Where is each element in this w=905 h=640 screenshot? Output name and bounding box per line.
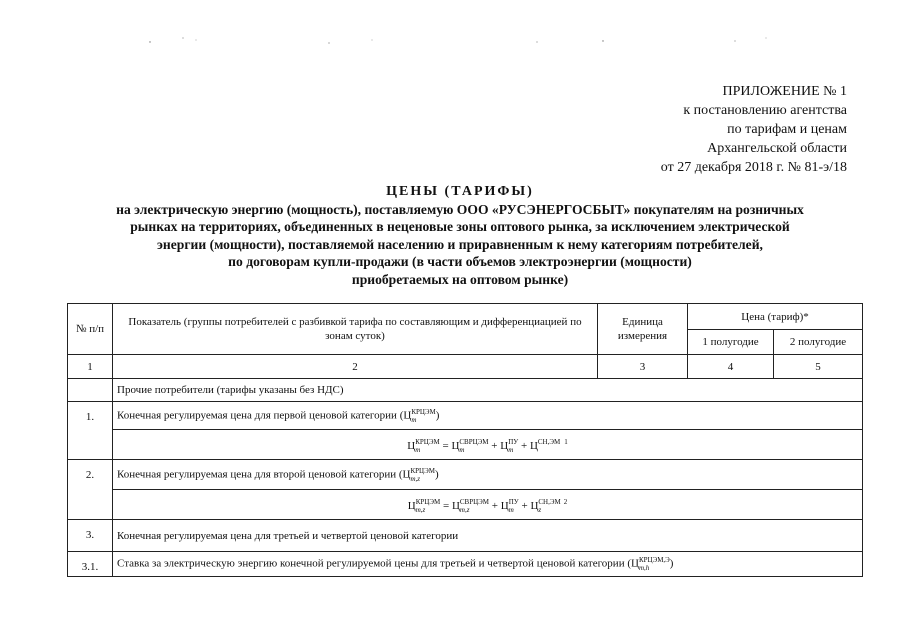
formula-symbol: Ц xyxy=(451,499,460,512)
formula-operator: = xyxy=(440,499,452,512)
appendix-line: по тарифам и ценам xyxy=(727,122,847,137)
row-label xyxy=(113,402,863,430)
header-price: Цена (тариф)* xyxy=(688,304,863,330)
col-number: 5 xyxy=(774,355,863,379)
subscript: z xyxy=(538,506,542,515)
subscript: m xyxy=(508,446,514,455)
superscript: КРЦЭМ,Э xyxy=(638,556,670,564)
footnote-mark: 1 xyxy=(564,437,568,446)
row-label xyxy=(113,460,863,490)
header-indicator: Показатель (группы потребителей с разбивкой тарифа по составляющим и дифференциацией по зонам суток) xyxy=(113,304,598,355)
row-number: 3. xyxy=(68,520,113,552)
formula-2 xyxy=(113,490,863,520)
formula-index xyxy=(508,438,518,454)
subscript: m,h xyxy=(638,564,650,572)
table-row xyxy=(68,520,863,552)
col-number: 2 xyxy=(113,355,598,379)
formula-index xyxy=(460,498,489,514)
formula-index xyxy=(509,498,519,514)
col-number: 4 xyxy=(688,355,774,379)
empty-cell xyxy=(68,379,113,402)
row-label: Конечная регулируемая цена для третьей и четвертой ценовой категории xyxy=(113,520,863,552)
row-number: 2. xyxy=(68,460,113,520)
col-number: 1 xyxy=(68,355,113,379)
formula-symbol: Ц xyxy=(500,499,509,512)
table-row xyxy=(68,490,863,520)
table-row xyxy=(68,379,863,402)
superscript: КРЦЭМ xyxy=(410,466,435,475)
superscript: КРЦЭМ xyxy=(411,407,436,416)
formula-symbol: Ц xyxy=(529,439,538,452)
formula-symbol: Ц xyxy=(451,439,460,452)
formula-operator: + xyxy=(488,439,501,452)
table-row xyxy=(68,402,863,430)
header-half2: 2 полугодие xyxy=(774,330,863,355)
row-text: Ставка за электрическую энергию конечной регулируемой цены для третьей и четвертой ценовой категории (Ц xyxy=(117,557,639,570)
title-line: на электрическую энергию (мощность), поставляемую ООО «РУСЭНЕРГОСБЫТ» покупателям на розничных xyxy=(116,201,804,217)
row-text: Конечная регулируемая цена для первой ценовой категории (Ц xyxy=(117,409,412,422)
superscript: ПУ xyxy=(508,498,519,507)
appendix-line: Архангельской области xyxy=(707,141,847,156)
title-line: рынках на территориях, объединенных в неценовые зоны оптового рынка, за исключением электрической xyxy=(130,219,790,234)
subscript: m xyxy=(415,446,421,455)
formula-index xyxy=(639,556,670,572)
appendix-number: ПРИЛОЖЕНИЕ № 1 xyxy=(722,84,847,99)
formula-operator: + xyxy=(518,439,530,452)
superscript: ПУ xyxy=(508,438,519,447)
close-paren: ) xyxy=(435,409,440,422)
table-row xyxy=(68,460,863,490)
superscript: СН,ЭМ xyxy=(537,437,561,446)
formula-symbol: Ц xyxy=(407,439,416,452)
subscript: m xyxy=(459,446,465,455)
prices-table xyxy=(67,303,863,577)
superscript: КРЦЭМ xyxy=(415,498,441,507)
header-half1: 1 полугодие xyxy=(688,330,774,355)
row-number: 1. xyxy=(68,402,113,460)
header-num: № п/п xyxy=(68,304,113,355)
table-row xyxy=(68,430,863,460)
formula-operator: + xyxy=(489,499,501,512)
close-paren: ) xyxy=(669,557,674,570)
col-number: 3 xyxy=(598,355,688,379)
subscript: m,z xyxy=(459,506,470,515)
title-line: энергии (мощности), поставляемой населению и приравненным к нему категориям потребителей, xyxy=(157,236,763,252)
formula-index xyxy=(415,438,439,454)
footnote-mark: 2 xyxy=(563,497,568,506)
formula-index xyxy=(411,408,435,424)
formula-symbol: Ц xyxy=(500,439,509,452)
title-line: приобретаемых на оптовом рынке) xyxy=(351,271,569,287)
row-number: 3.1. xyxy=(68,552,113,577)
formula-1 xyxy=(113,430,863,460)
formula-index xyxy=(538,498,560,514)
table-header-row xyxy=(68,304,863,330)
close-paren: ) xyxy=(434,468,439,481)
formula-index xyxy=(411,467,435,483)
formula-operator: + xyxy=(518,499,531,512)
formula-index xyxy=(416,498,440,514)
formula-index xyxy=(459,438,488,454)
superscript: СВРЦЭМ xyxy=(459,438,489,447)
subscript: m,z xyxy=(415,506,426,515)
table-row xyxy=(68,552,863,577)
row-label xyxy=(113,552,863,577)
row-text: Конечная регулируемая цена для второй ценовой категории (Ц xyxy=(117,468,411,481)
superscript: СН,ЭМ xyxy=(538,498,561,507)
appendix-date: от 27 декабря 2018 г. № 81-э/18 xyxy=(660,160,847,175)
title-heading: ЦЕНЫ (ТАРИФЫ) xyxy=(386,184,534,199)
formula-operator: = xyxy=(439,439,452,452)
scan-noise xyxy=(0,0,905,60)
appendix-line: к постановлению агентства xyxy=(683,103,847,118)
formula-symbol: Ц xyxy=(407,499,416,512)
superscript: КРЦЭМ xyxy=(415,438,440,447)
subscript: m xyxy=(411,415,417,424)
formula-symbol: Ц xyxy=(530,499,539,512)
other-consumers-label: Прочие потребители (тарифы указаны без НДС) xyxy=(113,379,863,402)
superscript: СВРЦЭМ xyxy=(459,498,490,507)
subscript: m,z xyxy=(410,474,421,483)
header-unit: Единица измерения xyxy=(598,304,688,355)
title-line: по договорам купли-продажи (в части объемов электроэнергии (мощности) xyxy=(228,254,692,269)
column-number-row xyxy=(68,355,863,379)
appendix-stamp xyxy=(547,82,847,177)
document-title xyxy=(60,183,860,288)
subscript: m xyxy=(508,506,514,515)
